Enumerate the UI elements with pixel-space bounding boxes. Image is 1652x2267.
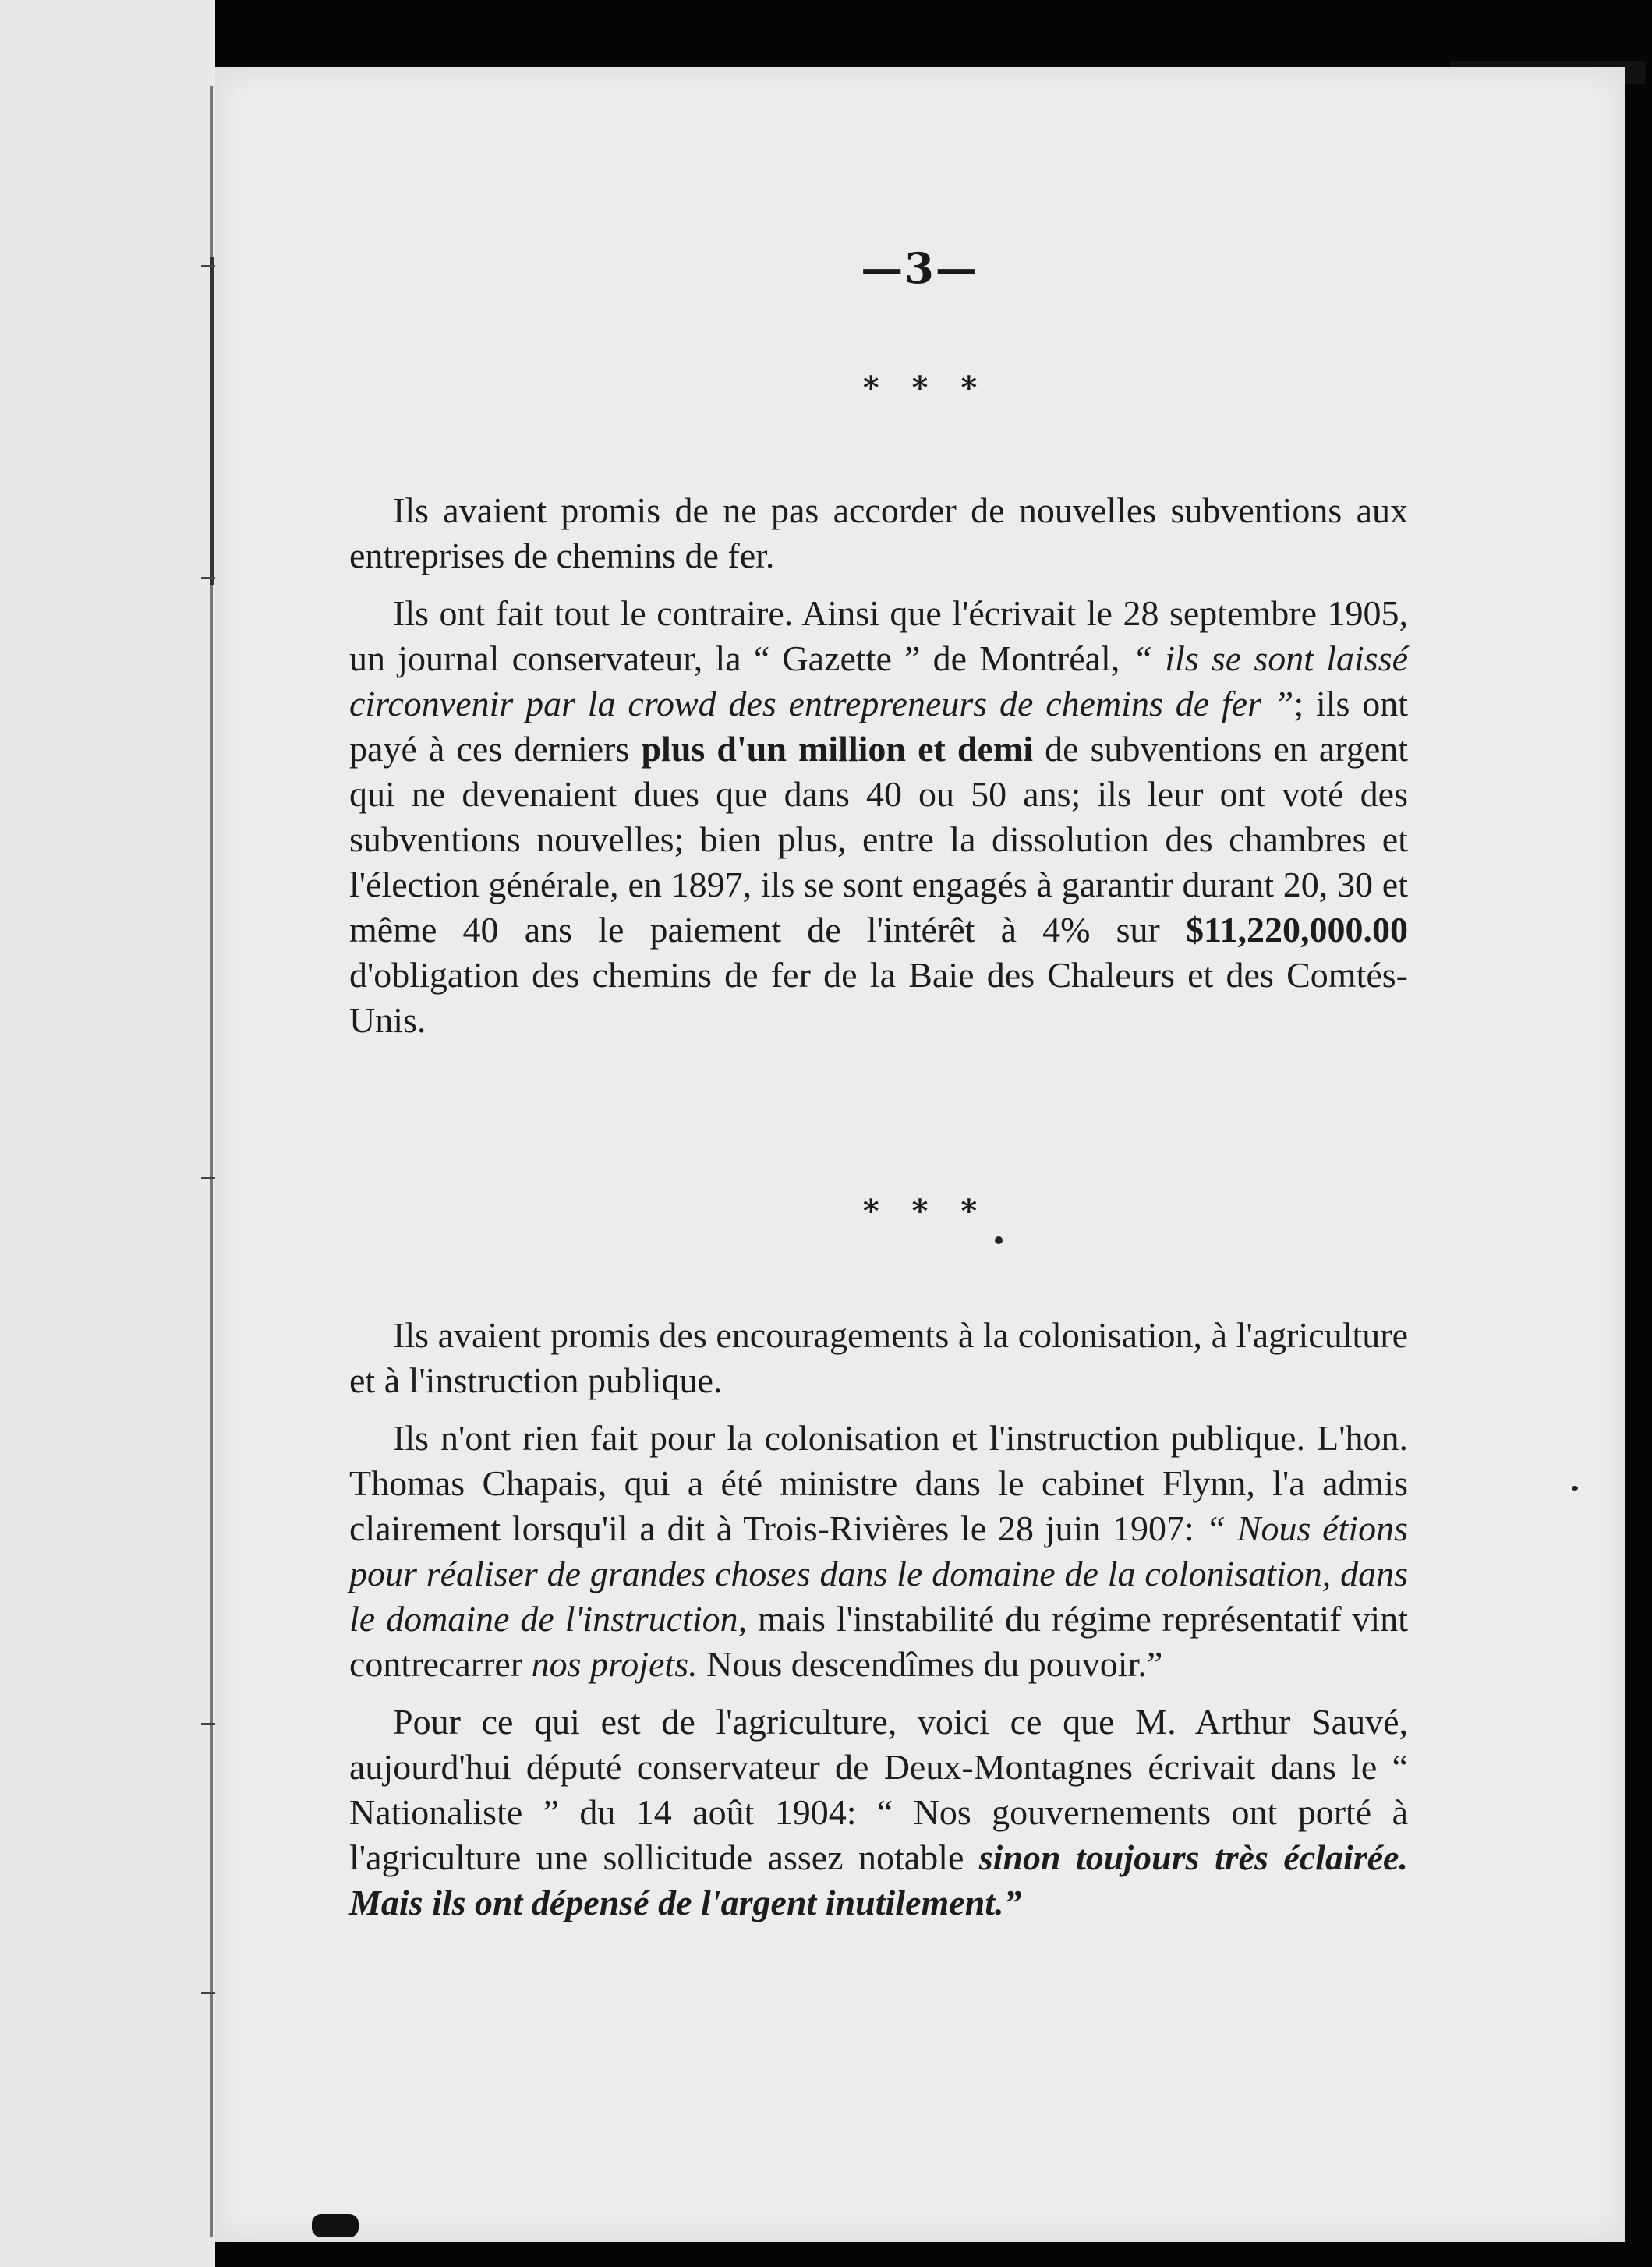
- emphasis-bold: plus d'un million et demi: [641, 729, 1033, 769]
- paragraph: [349, 591, 1408, 1043]
- left-margin-strip: [0, 0, 215, 2267]
- paragraph: [349, 1416, 1408, 1687]
- page-number: —3—: [861, 243, 979, 293]
- scan-speck: [995, 1236, 1003, 1244]
- paragraph: Ils avaient promis de ne pas accorder de nouvelles subventions aux entreprises de chemins de fer.: [349, 490, 1408, 575]
- emphasis-italic: nos projets.: [531, 1644, 698, 1684]
- text-run: de subventions en argent qui ne devenaient dues que dans 40 ou 50 ans; ils leur ont voté des subventions nouvelles; bien plus, entre la dissolution des chambres et l'élection générale, en 1897, ils se sont engagés à garantir durant 20, 30 et même 40 ans le paiement de l'intérêt à 4% sur: [349, 729, 1409, 950]
- quote-italic: “ ils se sont laissé circonvenir par la crowd des entrepreneurs de chemins de fer ”: [349, 638, 1409, 723]
- margin-rule-segment: [210, 257, 214, 585]
- section-separator: * * *: [862, 370, 978, 406]
- text-run: Ils ont fait tout le contraire. Ainsi que l'écrivait le 28 septembre 1905, un journal conservateur, la “ Gazette ” de Montréal,: [349, 593, 1408, 678]
- quote-bold-italic: sinon toujours très éclairée. Mais ils ont dépensé de l'argent inutilement.”: [349, 1837, 1408, 1922]
- paragraph: Ils avaient promis des encouragements à la colonisation, à l'agriculture et à l'instruction publique.: [349, 1315, 1408, 1400]
- section-railway-subsidies: [349, 488, 1408, 1056]
- text-run: d'obligation des chemins de fer de la Baie des Chaleurs et des Comtés-Unis.: [349, 955, 1408, 1040]
- amount-bold: $11,220,000.00: [1186, 910, 1408, 950]
- section-separator: * * *: [862, 1193, 978, 1229]
- text-run: Ils n'ont rien fait pour la colonisation et l'instruction publique. L'hon. Thomas Chapais, qui a été ministre dans le cabinet Flynn, l'a admis clairement lorsqu'il a dit à Trois-Rivières le 28 juin 1907:: [349, 1418, 1408, 1548]
- text-run: mais l'instabilité du régime représentatif vint contrecarrer: [349, 1599, 1408, 1684]
- scan-artifact: [312, 2214, 359, 2237]
- scan-speck: [1572, 1486, 1578, 1491]
- text-run: Nous descendîmes du pouvoir.”: [697, 1644, 1163, 1684]
- text-run: Pour ce qui est de l'agriculture, voici ce que M. Arthur Sauvé, aujourd'hui député conservateur de Deux-Montagnes écrivait dans le “ Nationaliste ” du 14 août 1904: “ Nos gouvernements ont porté à l'agriculture une sollicitude assez notable: [349, 1702, 1408, 1877]
- paragraph: [349, 1699, 1408, 1926]
- section-colonisation: [349, 1313, 1408, 1938]
- document-page: [215, 67, 1625, 2242]
- quote-italic: “ Nous étions pour réaliser de grandes choses dans le domaine de la colonisation, dans le domaine de l'instruction,: [349, 1508, 1408, 1639]
- text-run: ; ils ont payé à ces derniers: [349, 684, 1408, 769]
